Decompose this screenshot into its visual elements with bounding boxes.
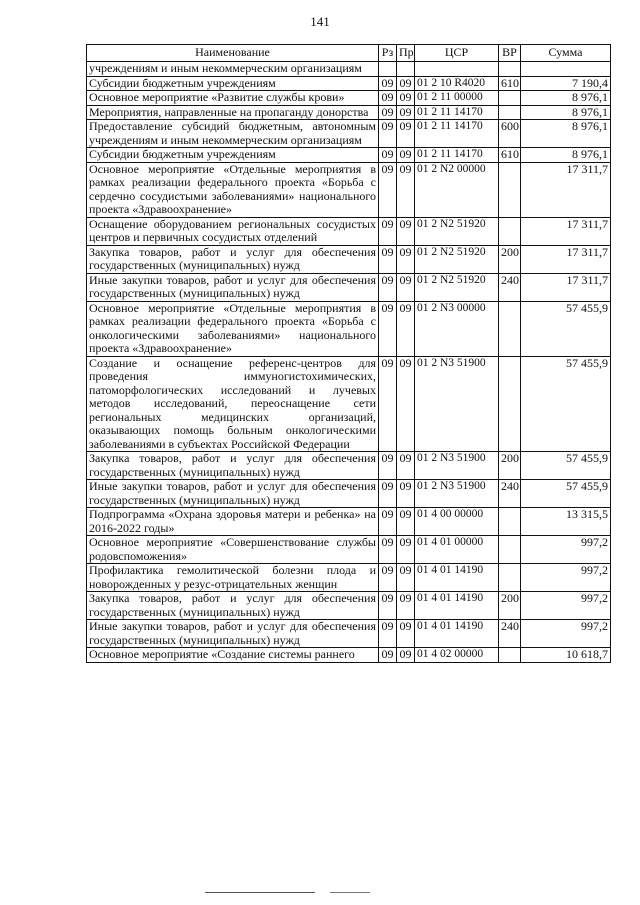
row-vr: 200 (499, 245, 521, 273)
table-row (87, 105, 611, 120)
row-name: Профилактика гемолитической болезни плода и новорожденных у резус-отрицательных женщин (87, 564, 379, 592)
row-vr (499, 62, 521, 77)
table-row (87, 91, 611, 106)
row-csr: 01 2 11 14170 (415, 148, 499, 163)
row-name: Оснащение оборудованием региональных сосудистых центров и первичных сосудистых отделений (87, 217, 379, 245)
row-rz: 09 (379, 301, 397, 356)
row-vr (499, 564, 521, 592)
row-sum: 997,2 (521, 620, 611, 648)
row-csr: 01 2 N2 51920 (415, 273, 499, 301)
row-csr: 01 2 N3 00000 (415, 301, 499, 356)
row-csr: 01 2 N3 51900 (415, 452, 499, 480)
table-row (87, 564, 611, 592)
row-csr: 01 4 00 00000 (415, 508, 499, 536)
header-vr: ВР (499, 45, 521, 62)
table-row (87, 273, 611, 301)
row-name: Предоставление субсидий бюджетным, автономным учреждениям и иным некоммерческим организациям (87, 120, 379, 148)
row-name: Субсидии бюджетным учреждениям (87, 148, 379, 163)
row-csr: 01 4 02 00000 (415, 648, 499, 663)
row-csr: 01 4 01 14190 (415, 620, 499, 648)
table-row (87, 120, 611, 148)
row-csr (415, 62, 499, 77)
row-rz: 09 (379, 564, 397, 592)
row-sum: 17 311,7 (521, 245, 611, 273)
table-row (87, 452, 611, 480)
table-body (87, 62, 611, 663)
row-rz: 09 (379, 536, 397, 564)
row-pr: 09 (397, 217, 415, 245)
header-csr: ЦСР (415, 45, 499, 62)
row-name: Закупка товаров, работ и услуг для обеспечения государственных (муниципальных) нужд (87, 452, 379, 480)
footer-rule-short (330, 892, 370, 893)
row-vr (499, 91, 521, 106)
row-csr: 01 2 N2 51920 (415, 217, 499, 245)
row-rz: 09 (379, 356, 397, 452)
row-pr: 09 (397, 356, 415, 452)
row-name: учреждениям и иным некоммерческим организациям (87, 62, 379, 77)
row-pr: 09 (397, 536, 415, 564)
table-row (87, 217, 611, 245)
row-pr: 09 (397, 452, 415, 480)
row-rz: 09 (379, 592, 397, 620)
row-name: Иные закупки товаров, работ и услуг для обеспечения государственных (муниципальных) нужд (87, 620, 379, 648)
row-pr: 09 (397, 76, 415, 91)
row-sum: 7 190,4 (521, 76, 611, 91)
row-rz: 09 (379, 620, 397, 648)
row-pr: 09 (397, 105, 415, 120)
row-vr: 240 (499, 480, 521, 508)
row-rz: 09 (379, 452, 397, 480)
row-sum: 57 455,9 (521, 452, 611, 480)
row-pr: 09 (397, 148, 415, 163)
row-rz: 09 (379, 508, 397, 536)
row-vr: 600 (499, 120, 521, 148)
row-vr: 240 (499, 620, 521, 648)
row-sum: 997,2 (521, 536, 611, 564)
row-pr: 09 (397, 564, 415, 592)
header-rz: Рз (379, 45, 397, 62)
row-sum: 8 976,1 (521, 91, 611, 106)
budget-table (86, 44, 611, 663)
row-vr: 200 (499, 592, 521, 620)
row-pr: 09 (397, 91, 415, 106)
header-sum: Сумма (521, 45, 611, 62)
row-vr (499, 301, 521, 356)
table-row (87, 620, 611, 648)
row-rz (379, 62, 397, 77)
row-sum: 17 311,7 (521, 162, 611, 217)
table-row (87, 356, 611, 452)
row-vr (499, 217, 521, 245)
table-row (87, 148, 611, 163)
row-name: Основное мероприятие «Создание системы раннего (87, 648, 379, 663)
table-row (87, 245, 611, 273)
row-vr (499, 162, 521, 217)
row-vr (499, 105, 521, 120)
table-row (87, 162, 611, 217)
row-csr: 01 2 N3 51900 (415, 480, 499, 508)
row-name: Иные закупки товаров, работ и услуг для обеспечения государственных (муниципальных) нужд (87, 273, 379, 301)
row-rz: 09 (379, 480, 397, 508)
row-name: Основное мероприятие «Совершенствование службы родовспоможения» (87, 536, 379, 564)
row-csr: 01 4 01 14190 (415, 564, 499, 592)
row-csr: 01 2 N2 00000 (415, 162, 499, 217)
row-rz: 09 (379, 91, 397, 106)
table-header-row (87, 45, 611, 62)
row-rz: 09 (379, 76, 397, 91)
row-csr: 01 2 11 14170 (415, 105, 499, 120)
row-pr: 09 (397, 245, 415, 273)
row-name: Закупка товаров, работ и услуг для обеспечения государственных (муниципальных) нужд (87, 592, 379, 620)
table-row (87, 62, 611, 77)
table-row (87, 480, 611, 508)
table-row (87, 76, 611, 91)
row-pr: 09 (397, 301, 415, 356)
row-csr: 01 2 N2 51920 (415, 245, 499, 273)
row-sum: 8 976,1 (521, 148, 611, 163)
row-rz: 09 (379, 273, 397, 301)
row-rz: 09 (379, 245, 397, 273)
row-csr: 01 4 01 14190 (415, 592, 499, 620)
row-csr: 01 2 11 14170 (415, 120, 499, 148)
row-pr: 09 (397, 620, 415, 648)
table-row (87, 536, 611, 564)
row-rz: 09 (379, 217, 397, 245)
row-pr: 09 (397, 592, 415, 620)
row-rz: 09 (379, 120, 397, 148)
row-vr (499, 356, 521, 452)
row-name: Субсидии бюджетным учреждениям (87, 76, 379, 91)
row-pr: 09 (397, 508, 415, 536)
table-row (87, 508, 611, 536)
row-vr: 240 (499, 273, 521, 301)
row-sum: 13 315,5 (521, 508, 611, 536)
row-rz: 09 (379, 148, 397, 163)
header-pr: Пр (397, 45, 415, 62)
row-sum: 17 311,7 (521, 217, 611, 245)
row-name: Мероприятия, направленные на пропаганду донорства (87, 105, 379, 120)
row-sum: 8 976,1 (521, 120, 611, 148)
row-vr (499, 508, 521, 536)
row-sum: 57 455,9 (521, 301, 611, 356)
row-sum: 17 311,7 (521, 273, 611, 301)
row-sum: 997,2 (521, 564, 611, 592)
row-sum: 57 455,9 (521, 356, 611, 452)
row-pr: 09 (397, 273, 415, 301)
table-row (87, 648, 611, 663)
row-csr: 01 2 N3 51900 (415, 356, 499, 452)
row-name: Основное мероприятие «Отдельные мероприятия в рамках реализации федерального проекта «Борьба с сердечно сосудистыми заболеваниями» национального проекта «Здравоохранение» (87, 162, 379, 217)
row-pr: 09 (397, 162, 415, 217)
page-number: 141 (310, 14, 330, 29)
row-csr: 01 2 10 R4020 (415, 76, 499, 91)
row-rz: 09 (379, 162, 397, 217)
footer-rule (205, 892, 315, 893)
row-name: Подпрограмма «Охрана здоровья матери и ребенка» на 2016-2022 годы» (87, 508, 379, 536)
row-vr: 200 (499, 452, 521, 480)
row-pr: 09 (397, 120, 415, 148)
row-sum: 57 455,9 (521, 480, 611, 508)
row-pr (397, 62, 415, 77)
row-csr: 01 4 01 00000 (415, 536, 499, 564)
row-name: Основное мероприятие «Развитие службы крови» (87, 91, 379, 106)
row-vr: 610 (499, 76, 521, 91)
row-name: Создание и оснащение референс-центров для проведения иммуногистохимических, патоморфологических исследований и лучевых методов исследований, переоснащение сети региональных медицинских организаций, оказывающих помощь больным онкологическими заболеваниями в субъектах Российской Федерации (87, 356, 379, 452)
row-sum: 997,2 (521, 592, 611, 620)
row-name: Закупка товаров, работ и услуг для обеспечения государственных (муниципальных) нужд (87, 245, 379, 273)
row-vr (499, 536, 521, 564)
row-name: Основное мероприятие «Отдельные мероприятия в рамках реализации федерального проекта «Борьба с онкологическими заболеваниями» национального проекта «Здравоохранение» (87, 301, 379, 356)
row-csr: 01 2 11 00000 (415, 91, 499, 106)
row-sum (521, 62, 611, 77)
table-row (87, 592, 611, 620)
row-sum: 8 976,1 (521, 105, 611, 120)
row-rz: 09 (379, 648, 397, 663)
row-pr: 09 (397, 648, 415, 663)
row-rz: 09 (379, 105, 397, 120)
row-vr: 610 (499, 148, 521, 163)
row-name: Иные закупки товаров, работ и услуг для обеспечения государственных (муниципальных) нужд (87, 480, 379, 508)
row-sum: 10 618,7 (521, 648, 611, 663)
row-vr (499, 648, 521, 663)
table-row (87, 301, 611, 356)
row-pr: 09 (397, 480, 415, 508)
header-name: Наименование (87, 45, 379, 62)
